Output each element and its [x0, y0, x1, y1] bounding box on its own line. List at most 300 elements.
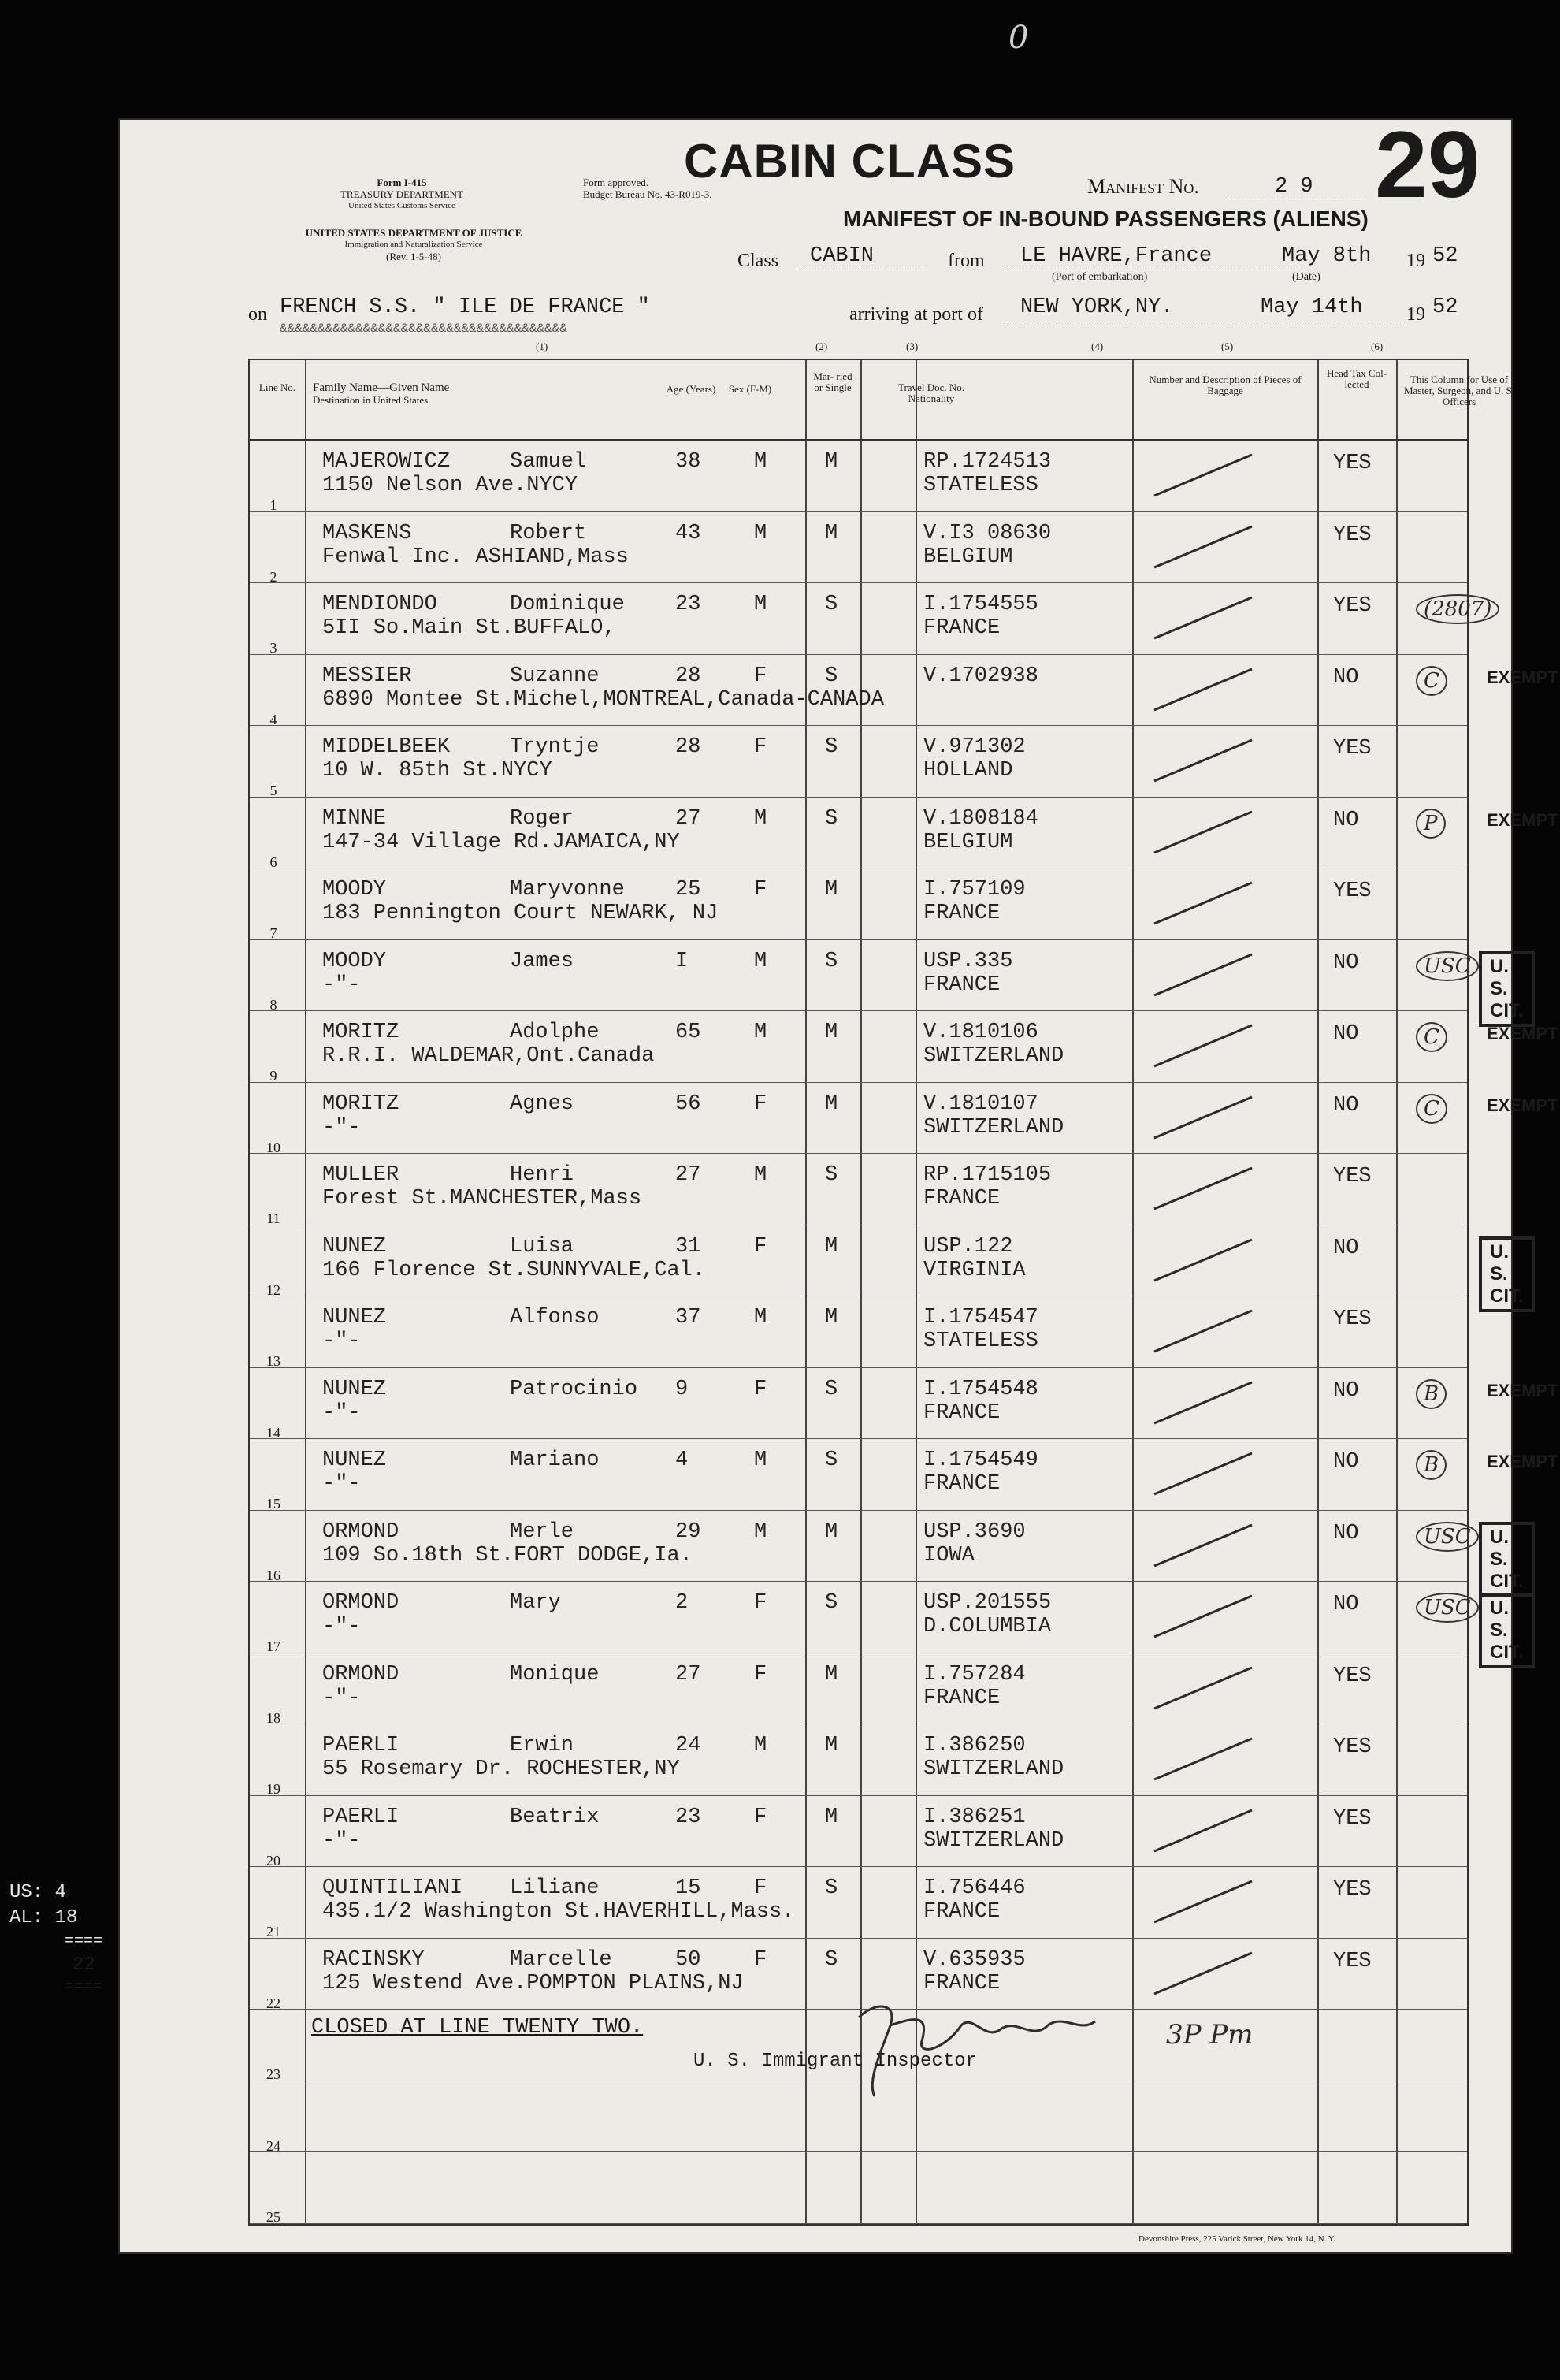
nationality: SWITZERLAND: [923, 1115, 1064, 1140]
sex: M: [754, 1306, 767, 1329]
given-name: James: [510, 949, 574, 973]
header-officers: This Column for Use of Master, Surgeon, and U. S. Officers: [1403, 374, 1515, 407]
punch-hole: [77, 235, 113, 271]
head-tax: NO: [1333, 1521, 1359, 1545]
head-tax: YES: [1333, 1735, 1372, 1759]
header-line-no: Line No.: [258, 381, 296, 393]
col4-number: (4): [1091, 340, 1104, 352]
nationality: FRANCE: [923, 1472, 1001, 1496]
table-row: [250, 868, 1467, 941]
line-number: 4: [269, 711, 277, 727]
manifest-no-label: Manifest No.: [1087, 175, 1199, 198]
head-tax: YES: [1333, 879, 1372, 903]
travel-doc-no: V.635935: [923, 1947, 1026, 1972]
given-name: Suzanne: [510, 664, 600, 688]
line-number: 5: [269, 783, 277, 798]
destination: 125 Westend Ave.POMPTON PLAINS,NJ: [322, 1971, 744, 1995]
line-number: 16: [266, 1567, 280, 1583]
family-name: ORMOND: [322, 1591, 399, 1615]
header-married: Mar- ried or Single: [813, 370, 852, 393]
age: 27: [675, 1662, 701, 1686]
check-slash-icon: [1148, 1945, 1258, 2000]
marital-status: S: [825, 1876, 838, 1900]
officer-stamp: EXEMPT: [1487, 1380, 1558, 1400]
line-number: 25: [266, 2209, 280, 2225]
destination: -"-: [322, 1828, 361, 1853]
check-slash-icon: [1148, 1588, 1258, 1643]
nationality: FRANCE: [923, 1400, 1001, 1425]
year2-suffix: 52: [1432, 296, 1458, 319]
tally-us: US: 4: [9, 1882, 67, 1903]
col6-number: (6): [1371, 340, 1384, 352]
age: 38: [675, 450, 701, 474]
line-number: 11: [266, 1210, 280, 1226]
family-name: ORMOND: [322, 1519, 399, 1544]
table-row: [250, 1011, 1558, 1084]
check-slash-icon: [1148, 1374, 1258, 1430]
sex: F: [754, 1591, 767, 1615]
travel-doc-no: RP.1715105: [923, 1163, 1052, 1187]
sex: F: [754, 1947, 767, 1972]
nationality: SWITZERLAND: [923, 1828, 1064, 1853]
given-name: Mary: [510, 1591, 561, 1615]
family-name: RACINSKY: [322, 1947, 425, 1972]
family-name: NUNEZ: [322, 1234, 387, 1259]
family-name: ORMOND: [322, 1662, 399, 1686]
nationality: BELGIUM: [923, 830, 1013, 854]
line-number: 1: [269, 497, 277, 513]
nationality: FRANCE: [923, 902, 1001, 925]
line-number: 23: [266, 2066, 280, 2082]
officer-stamp: U. S. CIT.: [1479, 1593, 1535, 1668]
check-slash-icon: [1148, 1445, 1258, 1501]
marital-status: S: [825, 1947, 838, 1972]
given-name: Mariano: [510, 1448, 600, 1472]
sex: F: [754, 664, 767, 688]
age: 2: [675, 1591, 689, 1615]
inspector-signature: [843, 1994, 1103, 2104]
officer-note: C: [1416, 1094, 1447, 1124]
tally-rule-2: ====: [65, 1978, 103, 1996]
family-name: PAERLI: [322, 1734, 399, 1757]
header-destination: Destination in United States: [313, 394, 429, 406]
destination: 435.1/2 Washington St.HAVERHILL,Mass.: [322, 1900, 795, 1924]
check-slash-icon: [1148, 804, 1258, 859]
marital-status: S: [825, 1448, 838, 1472]
table-row: [250, 2152, 1467, 2225]
given-name: Patrocinio: [510, 1377, 638, 1401]
age: 27: [675, 1163, 701, 1187]
table-row: [250, 441, 1467, 513]
table-row: [250, 1511, 1524, 1592]
marital-status: M: [825, 1734, 838, 1757]
travel-doc-no: USP.335: [923, 949, 1013, 973]
destination: -"-: [322, 1472, 361, 1496]
nationality: SWITZERLAND: [923, 1044, 1064, 1068]
destination: -"-: [322, 1686, 361, 1710]
travel-doc-no: USP.201555: [923, 1591, 1052, 1615]
head-tax: NO: [1333, 665, 1359, 690]
ship-underline: &&&&&&&&&&&&&&&&&&&&&&&&&&&&&&&&&&&&&&: [280, 322, 567, 336]
line-number: 20: [266, 1852, 280, 1869]
check-slash-icon: [1148, 1731, 1258, 1786]
head-tax: NO: [1333, 1593, 1359, 1616]
head-tax: YES: [1333, 1664, 1372, 1688]
year1-suffix: 52: [1432, 244, 1458, 268]
given-name: Alfonso: [510, 1306, 600, 1329]
travel-doc-no: I.757109: [923, 878, 1026, 902]
table-row: [250, 1439, 1558, 1512]
sex: F: [754, 1377, 767, 1401]
punch-hole: [77, 1017, 113, 1053]
destination: -"-: [322, 1400, 361, 1425]
head-tax: YES: [1333, 1878, 1372, 1902]
col1-number: (1): [536, 340, 548, 352]
officer-stamp: EXEMPT: [1487, 809, 1558, 830]
given-name: Beatrix: [510, 1805, 600, 1829]
date-caption: (Date): [1292, 271, 1320, 283]
officer-note: P: [1416, 809, 1446, 839]
punch-hole: [77, 1363, 113, 1400]
officer-stamp: U. S. CIT.: [1479, 1522, 1535, 1597]
manifest-number-stamp: 29: [1375, 112, 1480, 218]
check-slash-icon: [1148, 1232, 1258, 1287]
family-name: NUNEZ: [322, 1377, 387, 1401]
travel-doc-no: V.1810106: [923, 1021, 1038, 1044]
table-row: [250, 1867, 1467, 1939]
family-name: MAJEROWICZ: [322, 450, 451, 474]
officer-note: (2807): [1416, 594, 1499, 624]
marital-status: S: [825, 593, 838, 616]
travel-doc-no: V.1810107: [923, 1091, 1038, 1116]
punch-hole: [77, 159, 113, 195]
col5-number: (5): [1221, 340, 1234, 352]
destination: Forest St.MANCHESTER,Mass: [322, 1187, 642, 1210]
age: 25: [675, 878, 701, 902]
sex: M: [754, 949, 767, 973]
destination: -"-: [322, 972, 361, 997]
nationality: BELGIUM: [923, 545, 1013, 569]
passenger-table: [248, 359, 1558, 2226]
destination: 6890 Montee St.Michel,MONTREAL,Canada-CANADA: [322, 687, 884, 712]
table-row: [250, 1225, 1524, 1307]
given-name: Marcelle: [510, 1947, 612, 1972]
line-number: 10: [266, 1139, 280, 1155]
check-slash-icon: [1148, 1160, 1258, 1215]
budget-block: Form approved. Budget Bureau No. 43-R019-3.: [583, 177, 712, 200]
sex: M: [754, 1021, 767, 1044]
head-tax: YES: [1333, 594, 1372, 618]
check-slash-icon: [1148, 1089, 1258, 1144]
marital-status: M: [825, 1519, 838, 1544]
travel-doc-no: I.386250: [923, 1734, 1026, 1757]
family-name: MULLER: [322, 1163, 399, 1187]
officer-stamp: EXEMPT: [1487, 1024, 1558, 1043]
age: 23: [675, 1805, 701, 1829]
check-slash-icon: [1148, 589, 1258, 645]
class-label: Class: [737, 251, 779, 271]
marital-status: S: [825, 1163, 838, 1187]
family-name: MORITZ: [322, 1021, 399, 1044]
officer-note: B: [1416, 1379, 1447, 1409]
travel-doc-no: I.1754547: [923, 1306, 1038, 1329]
age: I: [675, 949, 689, 973]
travel-doc-no: I.1754548: [923, 1377, 1038, 1401]
destination: 109 So.18th St.FORT DODGE,Ia.: [322, 1543, 693, 1567]
embark-date: May 8th: [1282, 244, 1372, 268]
travel-doc-no: V.971302: [923, 735, 1026, 759]
nationality: IOWA: [923, 1543, 975, 1567]
destination: 55 Rosemary Dr. ROCHESTER,NY: [322, 1757, 680, 1781]
head-tax: YES: [1333, 737, 1372, 760]
given-name: Monique: [510, 1662, 600, 1686]
nationality: FRANCE: [923, 616, 1001, 640]
nationality: SWITZERLAND: [923, 1757, 1064, 1781]
family-name: MOODY: [322, 949, 387, 973]
table-row: [250, 1154, 1467, 1226]
table-row: [250, 512, 1467, 585]
destination: R.R.I. WALDEMAR,Ont.Canada: [322, 1044, 655, 1068]
head-tax: YES: [1333, 1949, 1372, 1973]
marital-status: M: [825, 521, 838, 545]
given-name: Merle: [510, 1519, 574, 1544]
line-number: 17: [266, 1638, 280, 1654]
marital-status: S: [825, 735, 838, 759]
nationality: HOLLAND: [923, 759, 1013, 783]
age: 29: [675, 1519, 701, 1544]
nationality: FRANCE: [923, 972, 1001, 997]
cabin-class-title: CABIN CLASS: [684, 135, 1016, 188]
age: 15: [675, 1876, 701, 1900]
check-slash-icon: [1148, 1303, 1258, 1358]
given-name: Tryntje: [510, 735, 600, 759]
marital-status: M: [825, 1234, 838, 1259]
family-name: NUNEZ: [322, 1306, 387, 1329]
line-number: 22: [266, 1995, 280, 2011]
nationality: FRANCE: [923, 1900, 1001, 1924]
sex: F: [754, 735, 767, 759]
officer-stamp: EXEMPT: [1487, 1452, 1558, 1471]
given-name: Robert: [510, 521, 587, 545]
check-slash-icon: [1148, 1517, 1258, 1572]
given-name: Luisa: [510, 1234, 574, 1259]
tally-rule: ====: [65, 1932, 103, 1950]
table-row: [250, 1368, 1558, 1441]
inspector-time-note: 3P Pm: [1166, 2019, 1254, 2051]
sex: F: [754, 1805, 767, 1829]
age: 43: [675, 521, 701, 545]
line-number: 18: [266, 1709, 280, 1726]
destination: Fenwal Inc. ASHIAND,Mass: [322, 545, 629, 569]
travel-doc-no: I.1754555: [923, 593, 1038, 616]
family-name: MORITZ: [322, 1091, 399, 1116]
head-tax: NO: [1333, 1450, 1359, 1474]
check-slash-icon: [1148, 1017, 1258, 1073]
table-row: [250, 583, 1492, 656]
family-name: MESSIER: [322, 664, 412, 688]
age: 24: [675, 1734, 701, 1757]
header-sex: Sex (F-M): [728, 383, 772, 395]
ship-name: FRENCH S.S. " ILE DE FRANCE ": [280, 296, 650, 319]
age: 37: [675, 1306, 701, 1329]
destination: 147-34 Village Rd.JAMAICA,NY: [322, 830, 680, 854]
marital-status: M: [825, 1021, 838, 1044]
age: 50: [675, 1947, 701, 1972]
table-row: [250, 655, 1558, 727]
header-head-tax: Head Tax Col- lected: [1326, 367, 1387, 390]
nationality: FRANCE: [923, 1971, 1001, 1995]
travel-doc-no: V.1808184: [923, 806, 1038, 831]
sex: F: [754, 878, 767, 902]
table-row: [250, 1724, 1467, 1797]
head-tax: NO: [1333, 1093, 1359, 1117]
given-name: Adolphe: [510, 1021, 600, 1044]
officer-stamp: EXEMPT: [1487, 1095, 1558, 1115]
check-slash-icon: [1148, 732, 1258, 787]
line-number: 7: [269, 925, 277, 941]
line-number: 12: [266, 1281, 280, 1298]
check-slash-icon: [1148, 447, 1258, 502]
from-label: from: [948, 251, 985, 271]
destination: 5II So.Main St.BUFFALO,: [322, 616, 616, 640]
line-number: 8: [269, 996, 277, 1013]
age: 27: [675, 806, 701, 831]
line-number: 2: [269, 568, 277, 585]
sex: F: [754, 1091, 767, 1116]
officer-stamp: U. S. CIT.: [1479, 951, 1535, 1027]
given-name: Roger: [510, 806, 574, 831]
sex: M: [754, 593, 767, 616]
punch-hole: [77, 670, 113, 706]
destination: -"-: [322, 1329, 361, 1353]
line-number: 21: [266, 1924, 280, 1939]
age: 4: [675, 1448, 689, 1472]
tally-total: 22: [72, 1954, 95, 1976]
punch-hole: [77, 2136, 113, 2172]
line-number: 6: [269, 853, 277, 870]
head-tax: YES: [1333, 1307, 1372, 1331]
top-mark: 0: [1008, 20, 1029, 56]
check-slash-icon: [1148, 875, 1258, 930]
given-name: Agnes: [510, 1091, 574, 1116]
officer-note: USC: [1416, 1593, 1479, 1623]
destination: 166 Florence St.SUNNYVALE,Cal.: [322, 1258, 706, 1282]
table-row: [250, 940, 1524, 1021]
line-number: 13: [266, 1353, 280, 1369]
inspector-caption: U. S. Immigrant Inspector: [693, 2051, 978, 2072]
table-row: [250, 1582, 1524, 1663]
table-row: [250, 1796, 1467, 1869]
manifest-title: MANIFEST OF IN-BOUND PASSENGERS (ALIENS): [843, 206, 1369, 231]
from-port: LE HAVRE,France: [1020, 244, 1213, 268]
travel-doc-no: I.757284: [923, 1662, 1026, 1686]
nationality: STATELESS: [923, 474, 1038, 497]
family-name: PAERLI: [322, 1805, 399, 1829]
manifest-sheet: [9, 20, 1558, 2254]
check-slash-icon: [1148, 1660, 1258, 1715]
head-tax: NO: [1333, 1378, 1359, 1403]
table-row: [250, 1653, 1467, 1726]
manifest-no-value: 2 9: [1275, 175, 1313, 199]
sex: F: [754, 1234, 767, 1259]
head-tax: NO: [1333, 1022, 1359, 1046]
officer-note: C: [1416, 666, 1447, 696]
header-baggage: Number and Description of Pieces of Baggage: [1149, 374, 1302, 396]
given-name: Erwin: [510, 1734, 574, 1757]
head-tax: NO: [1333, 950, 1359, 975]
nationality: STATELESS: [923, 1329, 1038, 1353]
destination: 1150 Nelson Ave.NYCY: [322, 474, 578, 497]
given-name: Liliane: [510, 1876, 600, 1900]
year2-prefix: 19: [1406, 304, 1425, 325]
sex: M: [754, 450, 767, 474]
arriving-label: arriving at port of: [849, 304, 983, 325]
given-name: Henri: [510, 1163, 574, 1187]
table-row: [250, 1296, 1467, 1369]
destination: -"-: [322, 1115, 361, 1140]
line-number: 15: [266, 1496, 280, 1512]
table-row: [250, 1083, 1558, 1155]
sex: F: [754, 1662, 767, 1686]
marital-status: S: [825, 664, 838, 688]
nationality: VIRGINIA: [923, 1258, 1026, 1282]
header-family-name: Family Name—Given Name: [313, 381, 450, 394]
class-value: CABIN: [810, 244, 875, 268]
head-tax: NO: [1333, 808, 1359, 832]
officer-note: USC: [1416, 951, 1479, 981]
line-number: 9: [269, 1068, 277, 1084]
punch-hole: [77, 1742, 113, 1778]
family-name: MOODY: [322, 878, 387, 902]
sex: F: [754, 1876, 767, 1900]
table-row: [250, 726, 1467, 798]
doj-block: UNITED STATES DEPARTMENT OF JUSTICE Immigration and Naturalization Service (Rev. 1-5-48): [305, 227, 522, 262]
col2-number: (2): [815, 340, 828, 352]
officer-note: B: [1416, 1450, 1447, 1480]
head-tax: YES: [1333, 522, 1372, 547]
marital-status: S: [825, 1377, 838, 1401]
officer-stamp: U. S. CIT.: [1479, 1236, 1535, 1312]
marital-status: S: [825, 806, 838, 831]
table-row: [250, 798, 1558, 870]
printer-credit: Devonshire Press, 225 Varick Street, New York 14, N. Y.: [1138, 2234, 1336, 2244]
tally-al: AL: 18: [9, 1907, 78, 1928]
line-number: 19: [266, 1781, 280, 1797]
nationality: FRANCE: [923, 1686, 1001, 1710]
age: 28: [675, 664, 701, 688]
marital-status: M: [825, 1662, 838, 1686]
closed-statement: CLOSED AT LINE TWENTY TWO.: [311, 2016, 644, 2040]
sex: M: [754, 1734, 767, 1757]
marital-status: S: [825, 1591, 838, 1615]
age: 9: [675, 1377, 689, 1401]
nationality: FRANCE: [923, 1187, 1001, 1210]
family-name: NUNEZ: [322, 1448, 387, 1472]
sex: M: [754, 1448, 767, 1472]
arrival-date: May 14th: [1261, 296, 1363, 319]
line-number: 3: [269, 640, 277, 656]
travel-doc-no: I.1754549: [923, 1448, 1038, 1472]
destination: -"-: [322, 1615, 361, 1638]
on-label: on: [248, 304, 267, 325]
given-name: Maryvonne: [510, 878, 625, 902]
travel-doc-no: USP.122: [923, 1234, 1013, 1259]
age: 31: [675, 1234, 701, 1259]
marital-status: M: [825, 1805, 838, 1829]
check-slash-icon: [1148, 1873, 1258, 1928]
sex: M: [754, 806, 767, 831]
destination: 183 Pennington Court NEWARK, NJ: [322, 902, 719, 925]
